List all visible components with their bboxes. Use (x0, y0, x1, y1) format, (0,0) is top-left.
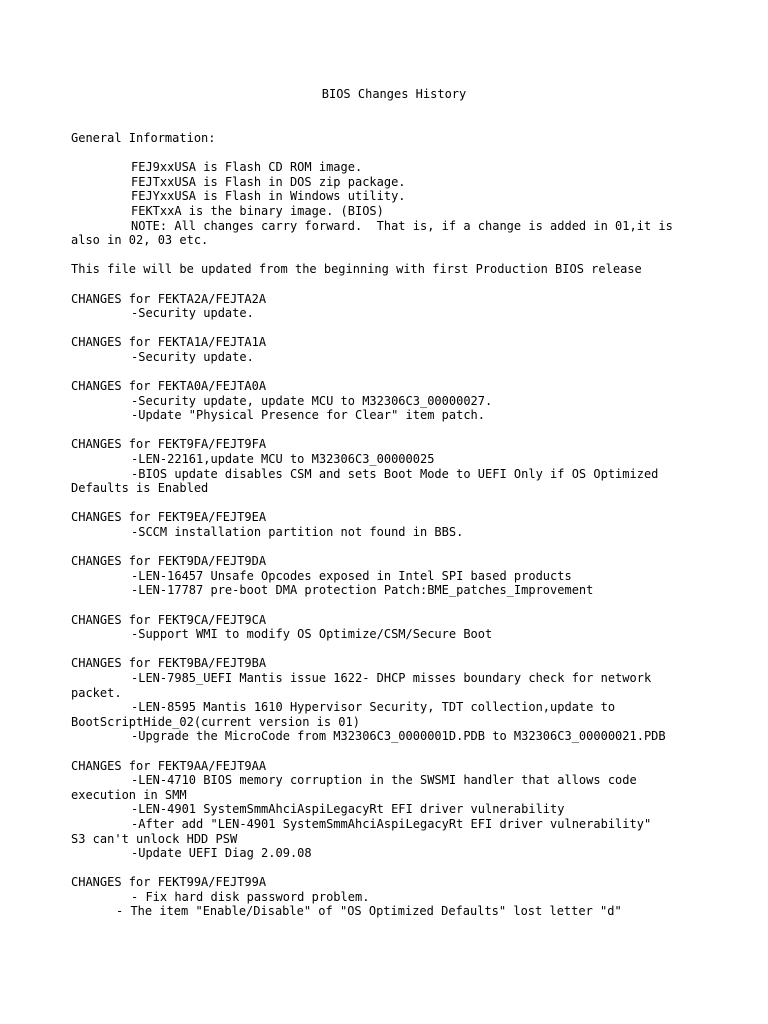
blank-line (71, 146, 711, 161)
blank-line (71, 423, 711, 438)
blank-line (71, 744, 711, 759)
blank-line (71, 277, 711, 292)
change-item-continuation: execution in SMM (71, 787, 187, 802)
blank-line (71, 642, 711, 657)
change-item: -LEN-7985_UEFI Mantis issue 1622- DHCP misses boundary check for network (131, 670, 652, 685)
change-item: -Support WMI to modify OS Optimize/CSM/Secure Boot (131, 627, 493, 642)
change-item: -Security update, update MCU to M32306C3_00000027. (131, 393, 493, 408)
blank-line (71, 365, 711, 380)
changes-heading: CHANGES for FEKTA1A/FEJTA1A (71, 335, 267, 350)
change-item: -Security update. (131, 306, 254, 321)
blank-line (71, 321, 711, 336)
changes-heading: CHANGES for FEKT9CA/FEJT9CA (71, 612, 267, 627)
change-item: -LEN-4710 BIOS memory corruption in the SWSMI handler that allows code (131, 773, 637, 788)
general-info-heading: General Information: (71, 131, 216, 145)
change-item: -LEN-16457 Unsafe Opcodes exposed in Intel SPI based products (131, 568, 572, 583)
general-info-line: FEKTxxA is the binary image. (BIOS) (131, 203, 384, 218)
change-item: -Security update. (131, 349, 254, 364)
change-item: -LEN-8595 Mantis 1610 Hypervisor Security, TDT collection,update to (131, 700, 616, 715)
document-body (71, 131, 711, 919)
changes-heading: CHANGES for FEKT99A/FEJT99A (71, 875, 267, 890)
blank-line (71, 496, 711, 511)
change-item: -BIOS update disables CSM and sets Boot Mode to UEFI Only if OS Optimized (131, 466, 659, 481)
general-info-line: FEJ9xxUSA is Flash CD ROM image. (131, 160, 363, 175)
changes-heading: CHANGES for FEKTA2A/FEJTA2A (71, 291, 267, 306)
change-item: -LEN-22161,update MCU to M32306C3_00000025 (131, 452, 435, 467)
change-item-continuation: BootScriptHide_02(current version is 01) (71, 714, 360, 729)
blank-line (71, 861, 711, 876)
change-item: -SCCM installation partition not found in BBS. (131, 525, 464, 540)
change-item: -LEN-4901 SystemSmmAhciAspiLegacyRt EFI driver vulnerability (131, 802, 565, 817)
change-item: - Fix hard disk password problem. (131, 889, 370, 904)
changes-heading: CHANGES for FEKT9BA/FEJT9BA (71, 656, 267, 671)
change-item: -Upgrade the MicroCode from M32306C3_0000001D.PDB to M32306C3_00000021.PDB (131, 729, 666, 744)
change-item-continuation: packet. (71, 685, 122, 700)
general-info-line: FEJYxxUSA is Flash in Windows utility. (131, 189, 406, 204)
changes-heading: CHANGES for FEKTA0A/FEJTA0A (71, 379, 267, 394)
changes-heading: CHANGES for FEKT9DA/FEJT9DA (71, 554, 267, 569)
change-item-continuation: S3 can't unlock HDD PSW (71, 831, 238, 846)
changes-heading: CHANGES for FEKT9AA/FEJT9AA (71, 758, 267, 773)
change-item: -LEN-17787 pre-boot DMA protection Patch:BME_patches_Improvement (131, 583, 594, 598)
change-item-continuation: Defaults is Enabled (71, 481, 209, 496)
change-item: -Update "Physical Presence for Clear" item patch. (131, 408, 486, 423)
blank-line (71, 248, 711, 263)
change-item: -After add "LEN-4901 SystemSmmAhciAspiLegacyRt EFI driver vulnerability" (131, 816, 652, 831)
general-info-note: NOTE: All changes carry forward. That is, if a change is added in 01,it is (131, 218, 673, 233)
changes-heading: CHANGES for FEKT9EA/FEJT9EA (71, 510, 267, 525)
general-info-line: FEJTxxUSA is Flash in DOS zip package. (131, 174, 406, 189)
update-note: This file will be updated from the beginning with first Production BIOS release (71, 262, 642, 277)
blank-line (71, 540, 711, 555)
change-item: - The item "Enable/Disable" of "OS Optimized Defaults" lost letter "d" (116, 904, 622, 919)
blank-line (71, 598, 711, 613)
document-title: BIOS Changes History (321, 87, 467, 101)
changes-heading: CHANGES for FEKT9FA/FEJT9FA (71, 437, 267, 452)
general-info-note-continuation: also in 02, 03 etc. (71, 233, 209, 248)
change-item: -Update UEFI Diag 2.09.08 (131, 846, 312, 861)
